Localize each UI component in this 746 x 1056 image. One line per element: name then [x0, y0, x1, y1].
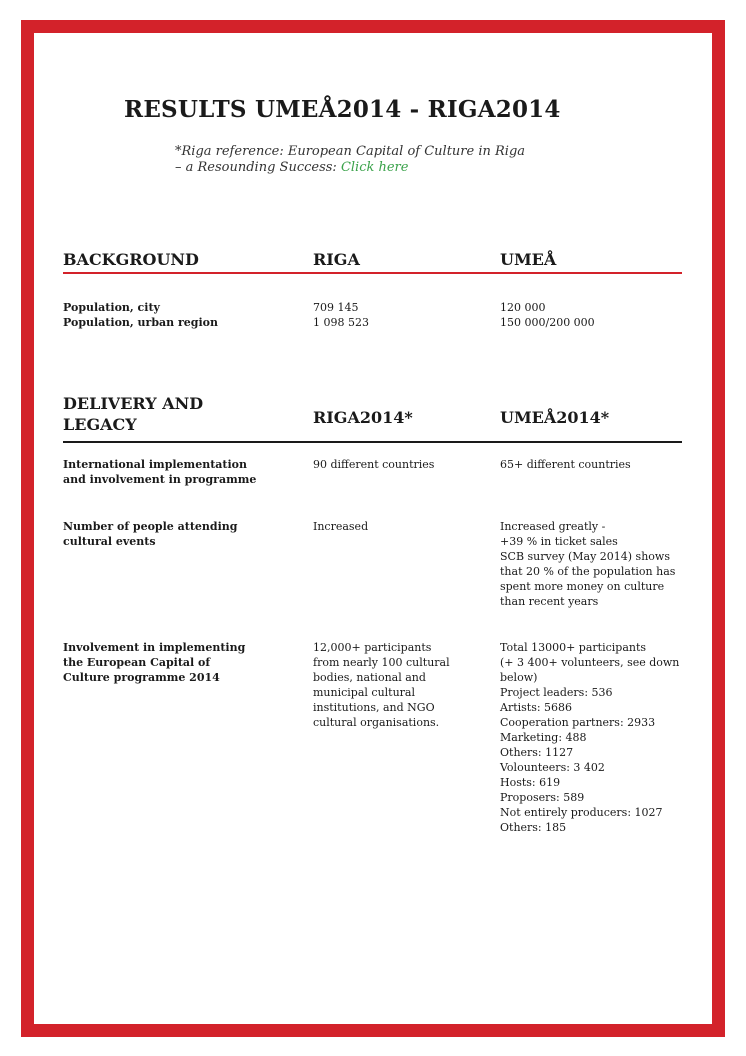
value-line: that 20 % of the population has — [500, 565, 676, 578]
row-involvement-riga — [313, 640, 450, 730]
row-attendance-riga — [313, 519, 368, 534]
population-urban-label: Population, urban region — [63, 316, 218, 329]
value-line: Increased — [313, 520, 369, 533]
riga-reference-note — [175, 144, 525, 176]
value-line: +39 % in ticket sales — [500, 535, 618, 548]
row-international-umea — [500, 457, 631, 472]
riga-population-values — [313, 300, 369, 330]
value-line: municipal cultural — [313, 686, 416, 699]
page-title: RESULTS UMEÅ2014 - RIGA2014 — [124, 96, 561, 123]
umea2014-header: UMEÅ2014* — [500, 408, 610, 427]
label-line: and involvement in programme — [63, 473, 257, 486]
value-line: spent more money on culture — [500, 580, 665, 593]
umea-population-city: 120 000 — [500, 301, 546, 314]
label-line: Involvement in implementing — [63, 641, 246, 654]
value-line: Marketing: 488 — [500, 731, 587, 744]
riga-header: RIGA — [313, 250, 360, 269]
row-involvement-umea — [500, 640, 679, 835]
value-line: Artists: 5686 — [500, 701, 573, 714]
value-line: 12,000+ participants — [313, 641, 432, 654]
value-line: Increased greatly - — [500, 520, 606, 533]
population-city-label: Population, city — [63, 301, 160, 314]
value-line: from nearly 100 cultural — [313, 656, 450, 669]
value-line: Others: 1127 — [500, 746, 574, 759]
riga2014-header: RIGA2014* — [313, 408, 413, 427]
value-line: Cooperation partners: 2933 — [500, 716, 656, 729]
value-line: Proposers: 589 — [500, 791, 585, 804]
value-line: than recent years — [500, 595, 599, 608]
value-line: (+ 3 400+ volunteers, see down — [500, 656, 680, 669]
value-line: 90 different countries — [313, 458, 435, 471]
row-international-label — [63, 457, 256, 487]
value-line: Not entirely producers: 1027 — [500, 806, 663, 819]
value-line: institutions, and NGO — [313, 701, 435, 714]
label-line: Culture programme 2014 — [63, 671, 220, 684]
row-involvement-label — [63, 640, 245, 685]
value-line: Others: 185 — [500, 821, 567, 834]
reference-line-2-text: – a Resounding Success: — [175, 160, 341, 175]
row-attendance-umea — [500, 519, 675, 609]
value-line: Project leaders: 536 — [500, 686, 613, 699]
value-line: Volounteers: 3 402 — [500, 761, 605, 774]
value-line: bodies, national and — [313, 671, 426, 684]
reference-line-2 — [175, 160, 525, 176]
delivery-header-line1: DELIVERY AND — [63, 394, 204, 413]
delivery-divider — [63, 441, 682, 443]
label-line: Number of people attending — [63, 520, 238, 533]
value-line: 65+ different countries — [500, 458, 631, 471]
value-line: cultural organisations. — [313, 716, 440, 729]
value-line: SCB survey (May 2014) shows — [500, 550, 670, 563]
value-line: Hosts: 619 — [500, 776, 561, 789]
background-divider — [63, 272, 682, 274]
background-header: BACKGROUND — [63, 250, 199, 269]
label-line: the European Capital of — [63, 656, 211, 669]
delivery-header-line2: LEGACY — [63, 415, 137, 434]
delivery-legacy-header — [63, 393, 203, 435]
row-attendance-label — [63, 519, 237, 549]
riga-population-urban: 1 098 523 — [313, 316, 369, 329]
value-line: Total 13000+ participants — [500, 641, 647, 654]
label-line: cultural events — [63, 535, 156, 548]
click-here-link[interactable]: Click here — [340, 160, 409, 175]
umea-header: UMEÅ — [500, 250, 557, 269]
riga-population-city: 709 145 — [313, 301, 359, 314]
row-international-riga — [313, 457, 434, 472]
umea-population-values — [500, 300, 595, 330]
label-line: International implementation — [63, 458, 247, 471]
population-labels — [63, 300, 218, 330]
umea-population-urban: 150 000/200 000 — [500, 316, 595, 329]
value-line: below) — [500, 671, 538, 684]
reference-line-1: *Riga reference: European Capital of Culture in Riga — [175, 144, 526, 159]
